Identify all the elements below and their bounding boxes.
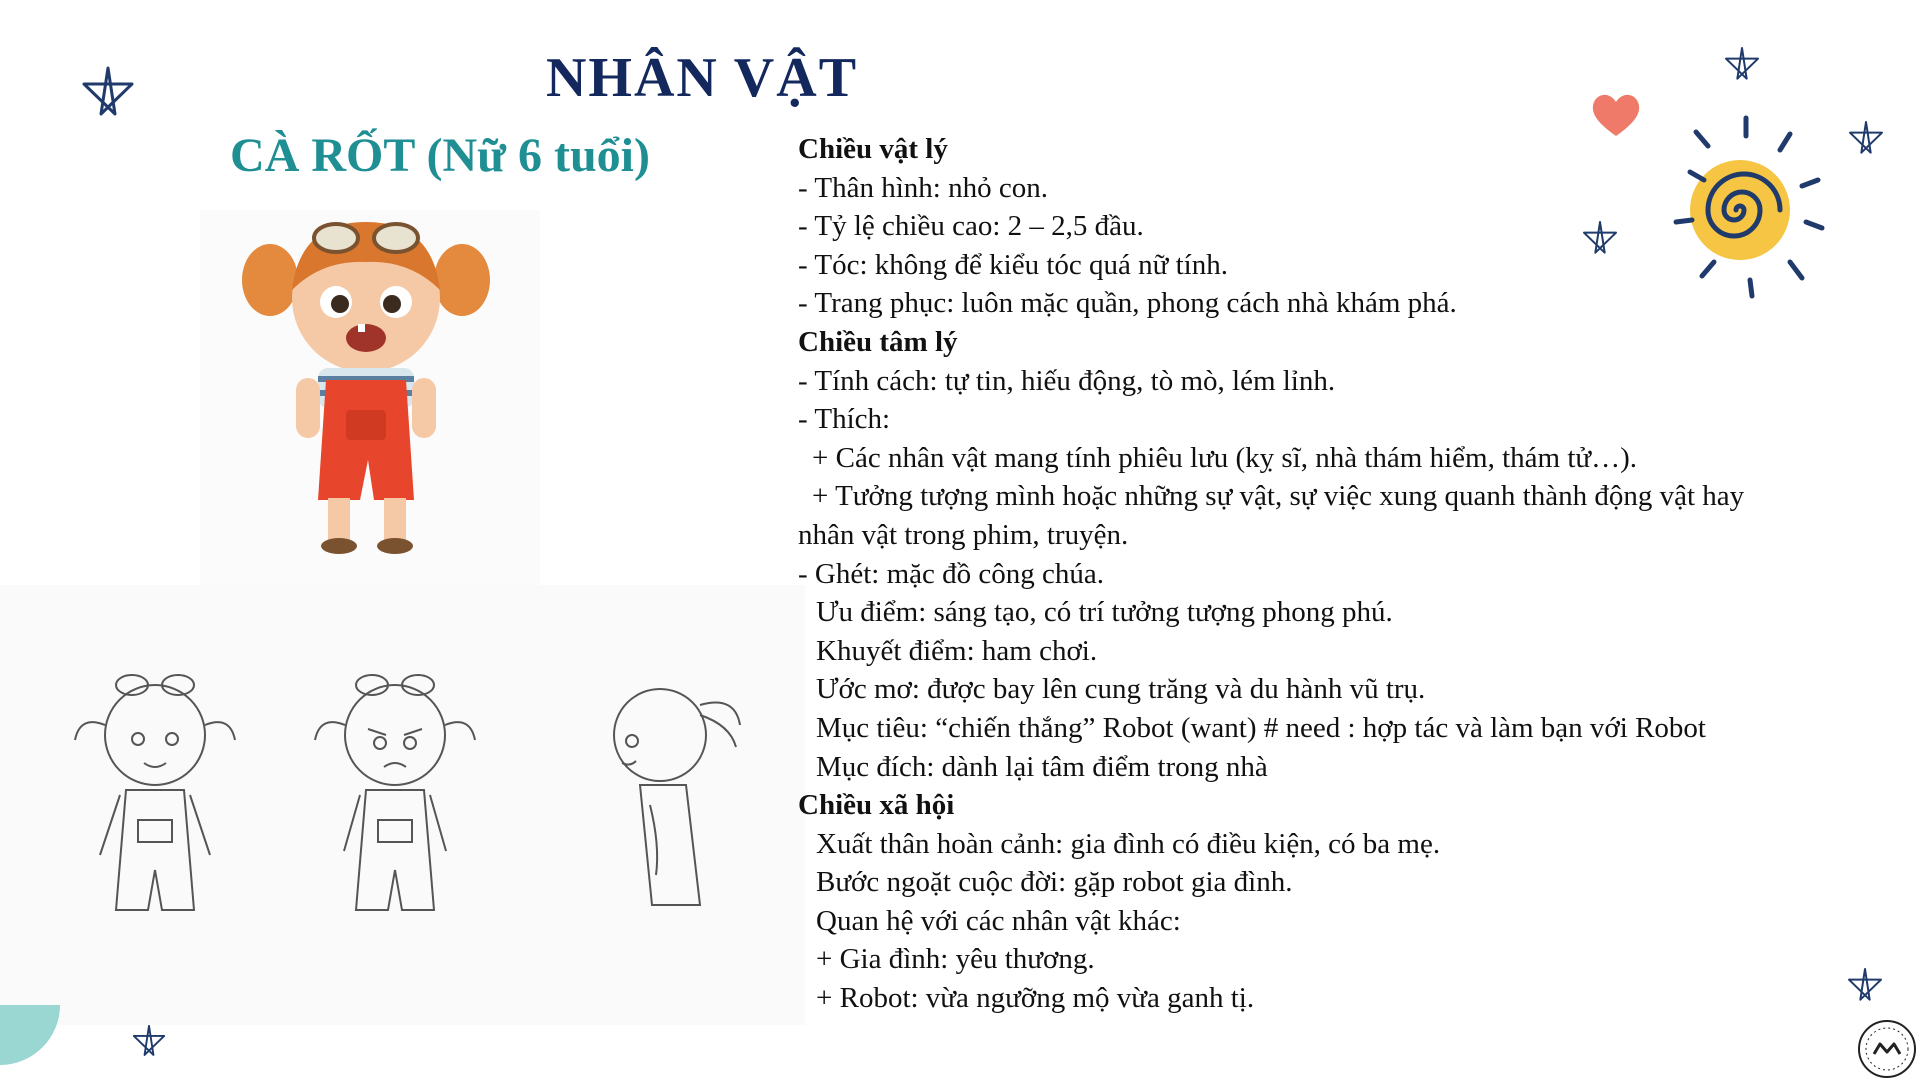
- sketch-side-view: [560, 655, 750, 955]
- star-icon: [78, 62, 138, 122]
- character-name: CÀ RỐT (Nữ 6 tuổi): [230, 129, 650, 182]
- sketch-angry-view: [300, 655, 490, 955]
- profile-line: Bước ngoặt cuộc đời: gặp robot gia đình.: [816, 866, 1293, 899]
- profile-line: + Gia đình: yêu thương.: [816, 943, 1095, 976]
- profile-line: Chiều tâm lý: [798, 325, 958, 358]
- profile-line: Ưu điểm: sáng tạo, có trí tưởng tượng phong phú.: [816, 596, 1393, 629]
- profile-line: + Tưởng tượng mình hoặc những sự vật, sự việc xung quanh thành động vật hay: [812, 480, 1745, 513]
- profile-line: + Các nhân vật mang tính phiêu lưu (kỵ sĩ, nhà thám hiểm, thám tử…).: [812, 441, 1637, 474]
- profile-line: - Tỷ lệ chiều cao: 2 – 2,5 đầu.: [798, 210, 1144, 243]
- character-illustration: [200, 210, 540, 590]
- profile-line: - Thích:: [798, 403, 891, 436]
- profile-line: Khuyết điểm: ham chơi.: [816, 634, 1098, 667]
- sketch-turnaround: [0, 585, 805, 1025]
- profile-line: Ước mơ: được bay lên cung trăng và du hành vũ trụ.: [816, 673, 1426, 706]
- profile-line: - Thân hình: nhỏ con.: [798, 171, 1048, 204]
- profile-line: - Ghét: mặc đồ công chúa.: [798, 557, 1105, 590]
- character-profile: [798, 130, 1908, 1018]
- logo-icon: [1858, 1020, 1916, 1078]
- profile-line: Chiều xã hội: [798, 789, 955, 822]
- star-icon: [130, 1022, 168, 1060]
- profile-line: - Trang phục: luôn mặc quần, phong cách nhà khám phá.: [798, 287, 1457, 320]
- profile-line: - Tính cách: tự tin, hiếu động, tò mò, lém lỉnh.: [798, 364, 1336, 397]
- profile-line: Chiều vật lý: [798, 133, 948, 165]
- profile-line: Mục đích: dành lại tâm điểm trong nhà: [816, 750, 1268, 783]
- profile-line: Xuất thân hoàn cảnh: gia đình có điều kiện, có ba mẹ.: [816, 827, 1441, 860]
- profile-line: Mục tiêu: “chiến thắng” Robot (want) # need : hợp tác và làm bạn với Robot: [816, 711, 1706, 744]
- corner-decoration: [0, 1005, 60, 1065]
- profile-line: nhân vật trong phim, truyện.: [798, 518, 1129, 551]
- profile-line: - Tóc: không để kiểu tóc quá nữ tính.: [798, 248, 1228, 281]
- profile-line: + Robot: vừa ngưỡng mộ vừa ganh tị.: [816, 982, 1255, 1015]
- sketch-front-view: [60, 655, 250, 955]
- slide-title: NHÂN VẬT: [545, 47, 859, 109]
- star-icon: [1722, 44, 1762, 84]
- profile-line: Quan hệ với các nhân vật khác:: [816, 904, 1181, 937]
